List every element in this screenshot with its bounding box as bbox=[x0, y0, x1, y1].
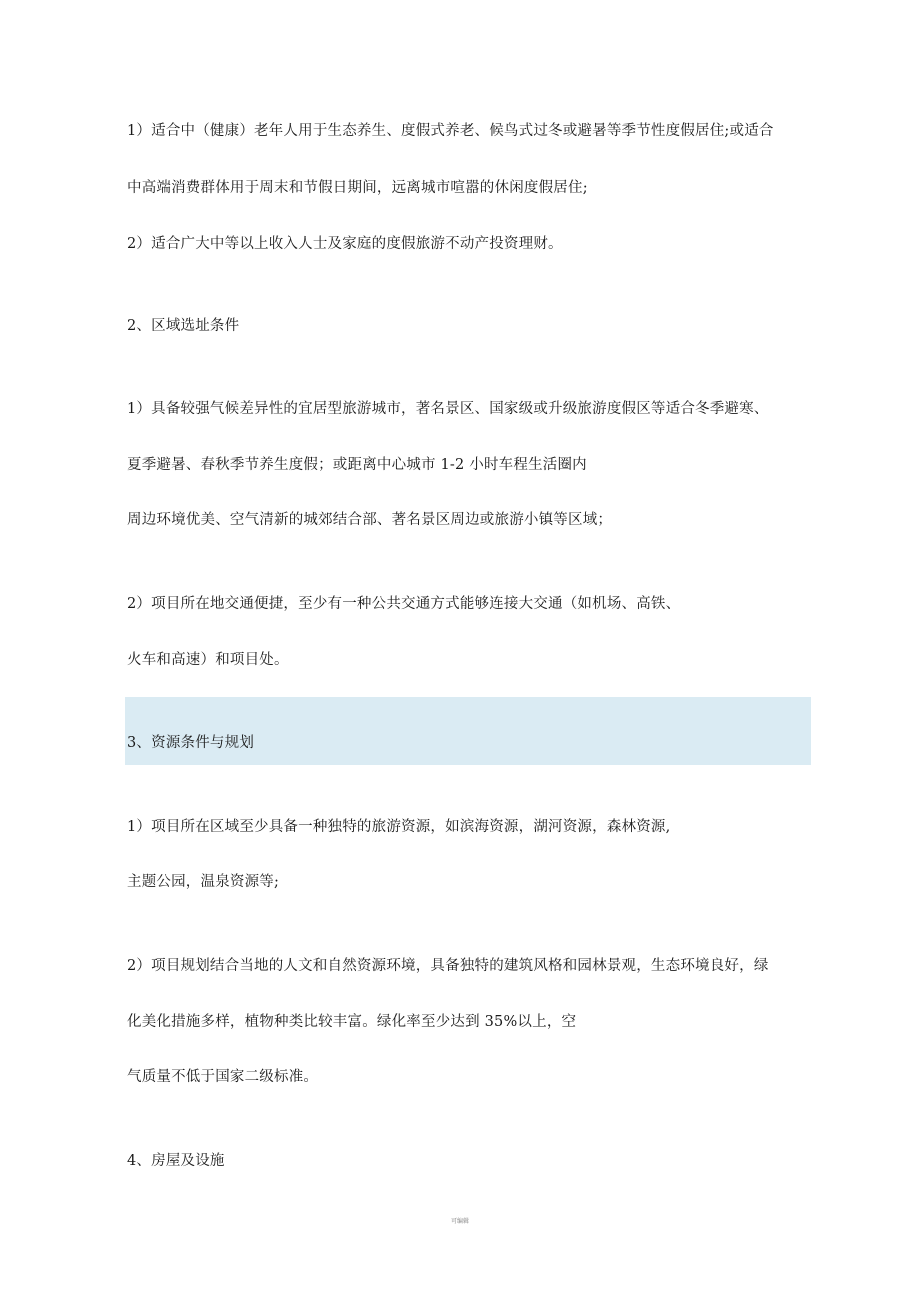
paragraph-line: 夏季避暑、春秋季节养生度假；或距离中心城市 1-2 小时车程生活圈内 bbox=[127, 457, 587, 473]
paragraph-line: 中高端消费群体用于周末和节假日期间，远离城市喧嚣的休闲度假居住; bbox=[127, 180, 588, 196]
paragraph-line: 2）项目规划结合当地的人文和自然资源环境，具备独特的建筑风格和园林景观，生态环境良好，绿 bbox=[127, 958, 769, 974]
section-heading: 3、资源条件与规划 bbox=[127, 735, 255, 751]
paragraph-line: 火车和高速）和项目处。 bbox=[127, 652, 289, 668]
paragraph-line: 2）适合广大中等以上收入人士及家庭的度假旅游不动产投资理财。 bbox=[127, 236, 563, 252]
paragraph-line: 1）具备较强气候差异性的宜居型旅游城市，著名景区、国家级或升级旅游度假区等适合冬季避寒、 bbox=[127, 401, 769, 417]
page-footer: 可编辑 bbox=[450, 1218, 469, 1225]
paragraph-line: 1）项目所在区域至少具备一种独特的旅游资源，如滨海资源，湖河资源，森林资源, bbox=[127, 819, 671, 835]
paragraph-line: 2）项目所在地交通便捷，至少有一种公共交通方式能够连接大交通（如机场、高铁、 bbox=[127, 596, 681, 612]
paragraph-line: 气质量不低于国家二级标准。 bbox=[127, 1069, 319, 1085]
section-heading: 4、房屋及设施 bbox=[127, 1153, 225, 1169]
paragraph-line: 主题公园，温泉资源等; bbox=[127, 874, 280, 890]
paragraph-line: 1）适合中（健康）老年人用于生态养生、度假式养老、候鸟式过冬或避暑等季节性度假居住;或适合 bbox=[127, 123, 774, 139]
paragraph-line: 周边环境优美、空气清新的城郊结合部、著名景区周边或旅游小镇等区域； bbox=[127, 512, 613, 528]
section-heading: 2、区域选址条件 bbox=[127, 318, 240, 334]
paragraph-line: 化美化措施多样，植物种类比较丰富。绿化率至少达到 35%以上，空 bbox=[127, 1014, 577, 1030]
highlighted-section-band bbox=[125, 697, 811, 765]
